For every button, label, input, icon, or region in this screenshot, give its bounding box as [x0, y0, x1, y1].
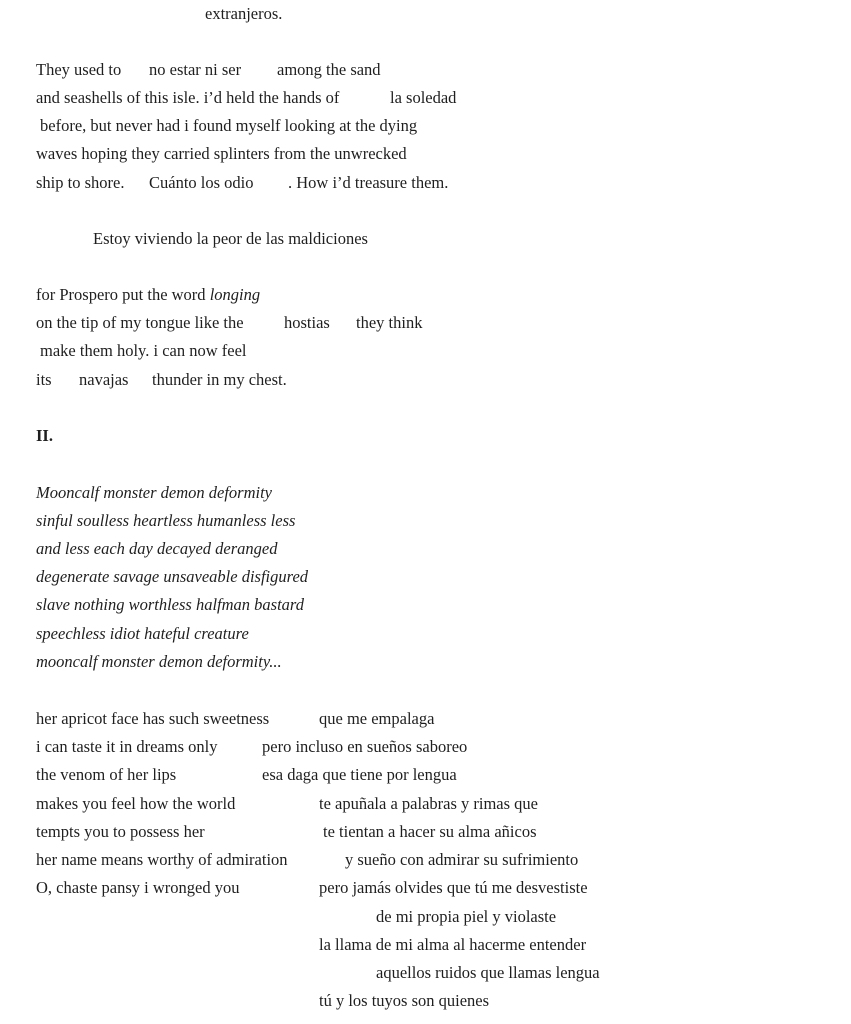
poem-line: extranjeros.: [205, 4, 283, 23]
poem-line-fragment: . How i’d treasure them.: [288, 173, 449, 192]
poem-line-fragment: Cuánto los odio: [149, 173, 254, 192]
right-column-line: te apuñala a palabras y rimas que: [319, 794, 538, 813]
right-column-line: pero incluso en sueños saboreo: [262, 737, 468, 756]
left-column-line: the venom of her lips: [36, 765, 177, 784]
right-column-line: la llama de mi alma al hacerme entender: [319, 935, 587, 954]
right-column-line: esa daga que tiene por lengua: [262, 765, 457, 784]
right-column-line: de mi propia piel y violaste: [376, 907, 557, 926]
italic-line: sinful soulless heartless humanless less: [36, 511, 296, 530]
left-column-line: makes you feel how the world: [36, 794, 236, 813]
poem-line: waves hoping they carried splinters from the unwrecked: [36, 144, 407, 163]
poem-line-fragment: and seashells of this isle. i’d held the hands of: [36, 88, 340, 107]
right-column-line: tú y los tuyos son quienes: [319, 991, 490, 1010]
poem-line-text: for Prospero put the word: [36, 285, 210, 304]
italic-line: degenerate savage unsaveable disfigured: [36, 567, 309, 586]
right-column-line: pero jamás olvides que tú me desvestiste: [319, 878, 588, 897]
right-column-line: y sueño con admirar su sufrimiento: [345, 850, 579, 869]
right-column-line: aquellos ruidos que llamas lengua: [376, 963, 600, 982]
italic-line: slave nothing worthless halfman bastard: [36, 595, 304, 614]
poem-line: make them holy. i can now feel: [40, 341, 247, 360]
poem-line-fragment: on the tip of my tongue like the: [36, 313, 244, 332]
poem-line-fragment: They used to: [36, 60, 122, 79]
section-heading: II.: [36, 426, 53, 445]
left-column-line: O, chaste pansy i wronged you: [36, 878, 240, 897]
poem-line-fragment: la soledad: [390, 88, 457, 107]
left-column-line: tempts you to possess her: [36, 822, 205, 841]
italic-line: and less each day decayed deranged: [36, 539, 278, 558]
poem-line: [36, 285, 260, 305]
poem-line-fragment: its: [36, 370, 52, 389]
poem-line-fragment: no estar ni ser: [149, 60, 242, 79]
italic-line: mooncalf monster demon deformity...: [36, 652, 282, 671]
poem-line: Estoy viviendo la peor de las maldiciones: [93, 229, 368, 248]
poem-line-fragment: ship to shore.: [36, 173, 125, 192]
italic-line: speechless idiot hateful creature: [36, 624, 249, 643]
right-column-line: que me empalaga: [319, 709, 435, 728]
italic-line: Mooncalf monster demon deformity: [36, 483, 273, 502]
poem-line-fragment: among the sand: [277, 60, 381, 79]
poem-line-fragment: thunder in my chest.: [152, 370, 287, 389]
poem-line-fragment: navajas: [79, 370, 129, 389]
poem-line-fragment: hostias: [284, 313, 330, 332]
left-column-line: i can taste it in dreams only: [36, 737, 218, 756]
left-column-line: her name means worthy of admiration: [36, 850, 288, 869]
left-column-line: her apricot face has such sweetness: [36, 709, 270, 728]
poem-line-fragment: they think: [356, 313, 423, 332]
poem-line: before, but never had i found myself looking at the dying: [40, 116, 418, 135]
emphasized-word: longing: [209, 285, 261, 304]
right-column-line: te tientan a hacer su alma añicos: [323, 822, 537, 841]
